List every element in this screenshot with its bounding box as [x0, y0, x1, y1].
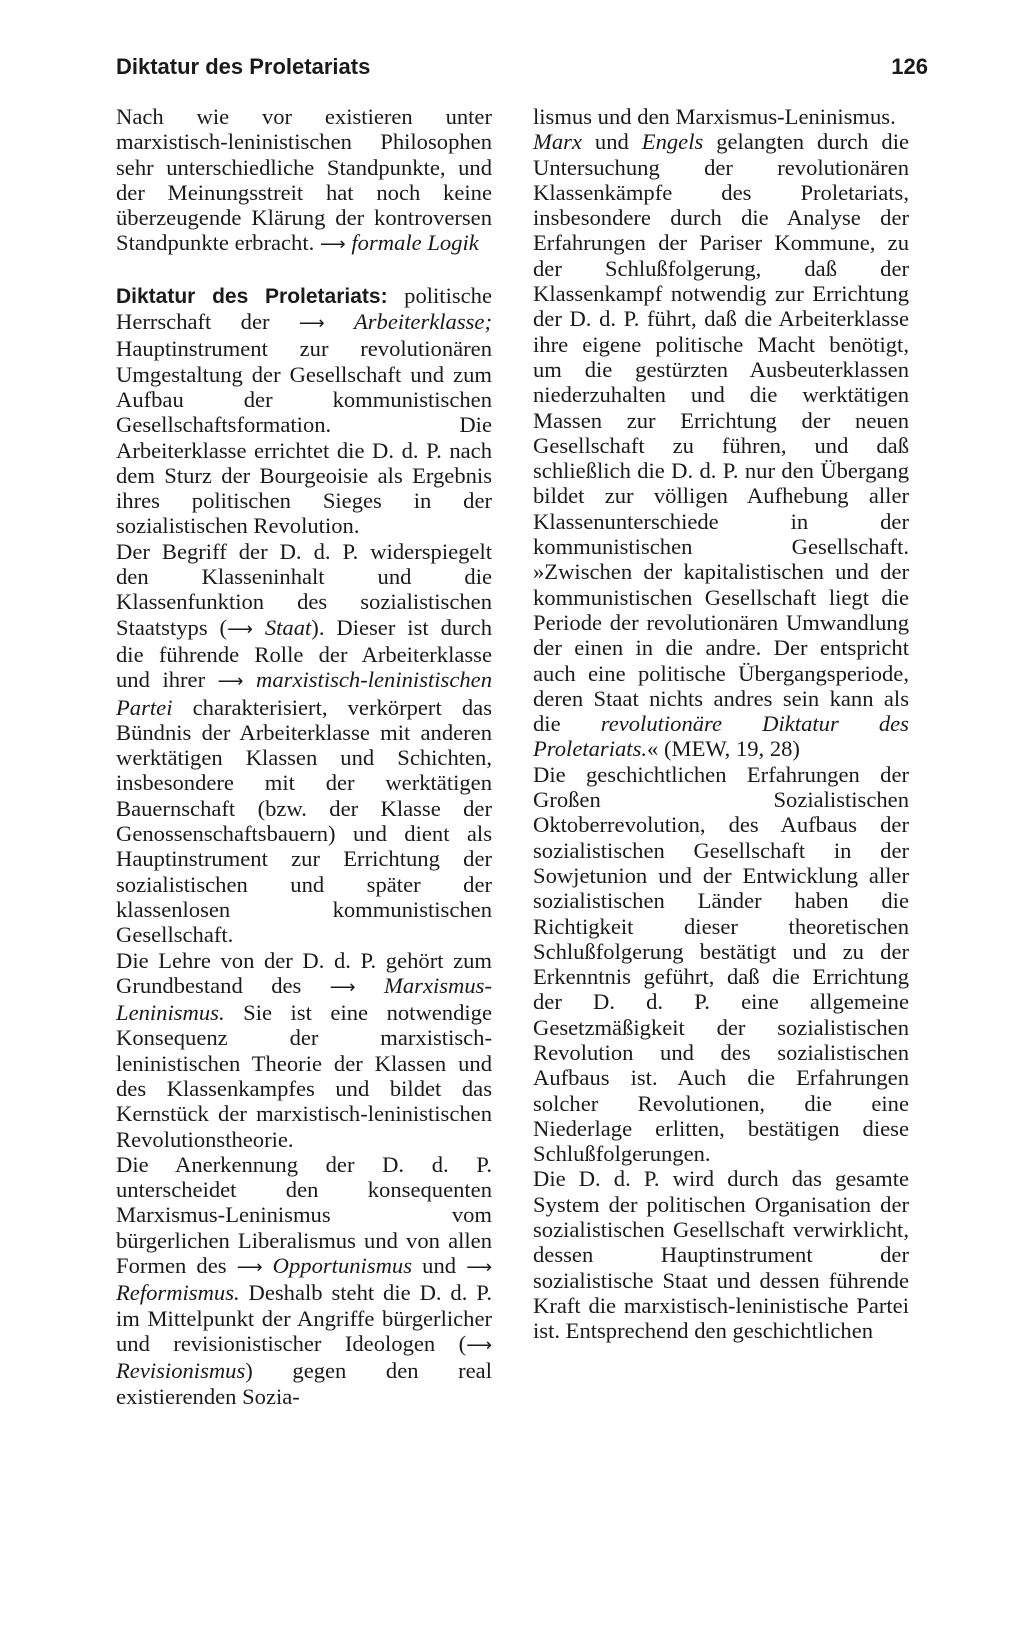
- text: « (MEW, 19, 28): [647, 736, 800, 762]
- text: politische Herrschaft der: [116, 282, 492, 335]
- paragraph: [116, 948, 492, 1152]
- arrow-icon: ⟶: [227, 618, 253, 640]
- running-title: Diktatur des Proletariats: [116, 54, 371, 79]
- entry-paragraph: [116, 283, 492, 539]
- arrow-icon: ⟶: [298, 313, 325, 335]
- text: Hauptinstrument zur revolutionären Umgestaltung der Gesellschaft und zum Aufbau der kommunistischen Gesellschaftsformation. Die Arbeiterklasse errichtet die D. d. P. nach dem Sturz der Bourgeoisie als Ergebnis ihres politischen Sieges in der sozialistischen Revolution.: [116, 336, 492, 539]
- paragraph: [533, 1166, 909, 1343]
- cross-reference[interactable]: Marx: [533, 129, 582, 155]
- cross-reference[interactable]: formale Logik: [351, 230, 479, 256]
- left-column: [116, 104, 492, 1409]
- arrow-icon: ⟶: [236, 1257, 263, 1279]
- paragraph: [116, 104, 492, 258]
- text: ). Dieser ist durch die führende Rolle der Arbeiterklasse und ihrer: [116, 614, 493, 693]
- text: und: [581, 129, 642, 155]
- text: gelangten durch die Untersuchung der revolutionären Klassenkämpfe des Proletariats, insbesondere durch die Analyse der Erfahrungen der Pariser Kommune, zu der Schlußfolgerung, daß der Klassenkampf notwendig zur Errichtung der D. d. P. führt, daß die Arbeiterklasse ihre eigene politische Macht benötigt, um die gestürzten Ausbeuterklassen niederzuhalten und die werktätigen Massen zur Errichtung der neuen Gesellschaft zu führen, und daß schließlich die D. d. P. nur den Übergang bildet zur völligen Aufhebung aller Klassenunterschiede in der kommunistischen Gesellschaft. »Zwischen der kapitalistischen und der kommunistischen Gesellschaft liegt die Periode der revolutionären Umwandlung der einen in die andre. Der entspricht auch eine politische Übergangsperiode, deren Staat nichts andres sein kann als die: [533, 129, 910, 737]
- text: Deshalb steht die D. d. P. im Mittelpunkt der Angriffe bürgerlicher und revisionistischer Ideologen (: [116, 1280, 492, 1356]
- paragraph: [116, 539, 492, 948]
- right-column: [533, 104, 909, 1344]
- paragraph: [116, 1152, 492, 1409]
- cross-reference[interactable]: Marxismus-Leninismus.: [116, 972, 492, 1026]
- text: Sie ist eine notwendige Konsequenz der marxistisch-leninistischen Theorie der Klassen und des Klassenkampfes und bildet das Kernstück der marxistisch-leninistischen Revolutionstheorie.: [116, 1000, 492, 1152]
- cross-reference[interactable]: Staat: [264, 614, 312, 640]
- text: Nach wie vor existieren unter marxistisch-leninistischen Philosophen sehr unterschiedliche Standpunkte, und der Meinungsstreit hat noch keine überzeugende Klärung der kontroversen Standpunkte erbracht.: [116, 104, 492, 256]
- text: Die Anerkennung der D. d. P. unterscheidet den konsequenten Marxismus-Leninismus vom bürgerlichen Liberalismus und von allen Formen des: [116, 1151, 492, 1279]
- entry-headword: Diktatur des Proletariats:: [116, 284, 388, 308]
- arrow-icon: ⟶: [217, 671, 244, 693]
- emphasis: revolutionäre Diktatur des Proletariats.: [533, 711, 909, 762]
- arrow-icon: ⟶: [329, 976, 356, 998]
- cross-reference[interactable]: Reformismus.: [116, 1280, 240, 1306]
- cross-reference[interactable]: Engels: [641, 129, 704, 155]
- text: Die Lehre von der D. d. P. gehört zum Grundbestand des: [116, 947, 492, 998]
- arrow-icon: ⟶: [466, 1334, 492, 1356]
- arrow-icon: ⟶: [319, 234, 346, 256]
- text: ) gegen den real existierenden Sozia-: [116, 1358, 492, 1409]
- paragraph: [533, 129, 909, 761]
- cross-reference[interactable]: Opportunismus: [272, 1253, 413, 1279]
- text: Die D. d. P. wird durch das gesamte System der politischen Organisation der sozialistischen Gesellschaft verwirklicht, dessen Hauptinstrument der sozialistische Staat und dessen führende Kraft die marxistisch-leninistische Partei ist. Entsprechend den geschichtlichen: [533, 1166, 909, 1344]
- paragraph: [533, 762, 909, 1167]
- text: lismus und den Marxismus-Leninismus.: [533, 104, 896, 129]
- text: charakterisiert, verkörpert das Bündnis der Arbeiterklasse mit anderen werktätigen Klassen und Schichten, insbesondere mit der werktätigen Bauernschaft (bzw. der Klasse der Genossenschaftsbauern) und dient als Hauptinstrument zur Errichtung der sozialistischen und später der klassenlosen kommunistischen Gesellschaft.: [116, 694, 492, 948]
- cross-reference[interactable]: marxistisch-leninistischen Partei: [116, 667, 492, 720]
- page-number: 126: [891, 54, 928, 79]
- page-header: [116, 54, 928, 90]
- text: und: [412, 1253, 467, 1279]
- paragraph: [533, 104, 909, 129]
- cross-reference[interactable]: Arbeiterklasse;: [353, 309, 492, 335]
- cross-reference[interactable]: Revisionismus: [116, 1358, 246, 1384]
- arrow-icon: ⟶: [466, 1257, 493, 1279]
- text: Die geschichtlichen Erfahrungen der Großen Sozialistischen Oktoberrevolution, des Aufbaus der sozialistischen Gesellschaft in der Sowjetunion und der Entwicklung aller sozialistischen Länder haben die Richtigkeit dieser theoretischen Schlußfolgerung bestätigt und zu der Erkenntnis geführt, daß die Errichtung der D. d. P. eine allgemeine Gesetzmäßigkeit der sozialistischen Revolution und des sozialistischen Aufbaus ist. Auch die Erfahrungen solcher Revolutionen, die eine Niederlage erlitten, bestätigen diese Schlußfolgerungen.: [533, 761, 909, 1167]
- text: Der Begriff der D. d. P. widerspiegelt den Klasseninhalt und die Klassenfunktion des sozialistischen Staatstyps (: [116, 538, 492, 640]
